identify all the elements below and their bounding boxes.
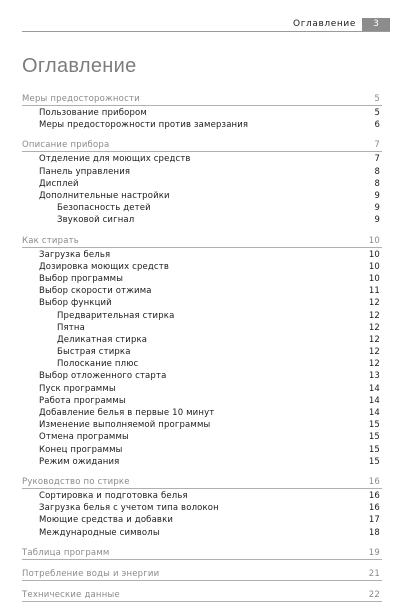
toc-entry-title: Деликатная стирка (57, 334, 148, 345)
toc-entry-page: 8 (374, 166, 380, 177)
toc-entry-page: 17 (368, 515, 380, 526)
toc-entry-title: Работа программы (39, 395, 126, 406)
toc-entry-title: Международные символы (39, 527, 160, 538)
toc-section-title: Таблица программ (22, 547, 110, 558)
toc-section-title: Описание прибора (22, 140, 110, 151)
toc-entry[interactable] (22, 514, 382, 526)
toc-entry-page: 5 (374, 108, 380, 119)
toc-entry-page: 12 (368, 322, 380, 333)
toc-section-heading[interactable] (22, 545, 382, 560)
toc-entry[interactable] (22, 334, 382, 346)
toc-entry-page: 15 (368, 456, 380, 467)
toc-entry[interactable] (22, 395, 382, 407)
toc-entry-title: Выбор программы (39, 273, 124, 284)
toc-entry[interactable] (22, 309, 382, 321)
toc-entry-page: 12 (368, 310, 380, 321)
toc-section-page: 5 (374, 94, 380, 104)
document-title: Оглавление (22, 55, 137, 77)
toc-entry-title: Пятна (57, 322, 85, 333)
toc-entry[interactable] (22, 190, 382, 202)
toc-entry-title: Выбор функций (39, 298, 112, 309)
toc-entry[interactable] (22, 285, 382, 297)
toc-entry[interactable] (22, 261, 382, 273)
toc-entry-page: 13 (368, 371, 380, 382)
toc-section-items (22, 106, 382, 131)
toc-section-heading[interactable] (22, 91, 382, 106)
toc-entry[interactable] (22, 490, 382, 502)
toc-entry[interactable] (22, 419, 382, 431)
toc-entry-title: Дозировка моющих средств (39, 261, 169, 272)
toc-entry-title: Безопасность детей (57, 203, 151, 214)
toc-entry[interactable] (22, 322, 382, 334)
toc-entry[interactable] (22, 178, 382, 190)
toc-entry-title: Загрузка белья (39, 249, 111, 260)
toc-entry-title: Добавление белья в первые 10 минут (39, 408, 215, 419)
toc-entry-page: 12 (368, 359, 380, 370)
toc-entry-title: Пуск программы (39, 383, 116, 394)
toc-entry-page: 16 (368, 490, 380, 501)
toc-section-items (22, 489, 382, 539)
header-divider (22, 31, 390, 32)
toc-entry-page: 6 (374, 120, 380, 131)
toc-entry-page: 18 (368, 527, 380, 538)
page-header (293, 17, 390, 31)
toc-entry[interactable] (22, 346, 382, 358)
toc-entry-title: Панель управления (39, 166, 131, 177)
toc-entry[interactable] (22, 526, 382, 538)
toc-entry[interactable] (22, 202, 382, 214)
toc-entry-title: Отделение для моющих средств (39, 154, 191, 165)
toc-section-title: Технические данные (22, 589, 120, 600)
toc-entry-page: 12 (368, 298, 380, 309)
toc-entry-title: Полоскание плюс (57, 359, 139, 370)
toc-entry-title: Сортировка и подготовка белья (39, 490, 188, 501)
toc-entry-title: Моющие средства и добавки (39, 515, 174, 526)
toc-entry[interactable] (22, 431, 382, 443)
toc-section-page: 19 (368, 547, 380, 558)
toc-section-page: 22 (368, 589, 380, 600)
toc-entry-page: 10 (368, 273, 380, 284)
toc-entry[interactable] (22, 107, 382, 119)
toc-entry-page: 15 (368, 444, 380, 455)
toc-entry[interactable] (22, 383, 382, 395)
toc-section-heading[interactable] (22, 137, 382, 152)
toc-entry[interactable] (22, 119, 382, 131)
toc-entry-title: Быстрая стирка (57, 347, 131, 358)
toc-entry-title: Меры предосторожности против замерзания (39, 120, 249, 131)
toc-entry-page: 14 (368, 395, 380, 406)
header-title: Оглавление (293, 19, 356, 29)
toc-entry-page: 9 (374, 215, 380, 226)
toc-section-title: Руководство по стирке (22, 476, 130, 487)
toc-entry-page: 14 (368, 383, 380, 394)
toc-entry[interactable] (22, 214, 382, 226)
toc-entry[interactable] (22, 456, 382, 468)
toc-entry[interactable] (22, 444, 382, 456)
toc-entry[interactable] (22, 166, 382, 178)
toc-entry-title: Конец программы (39, 444, 123, 455)
toc-entry[interactable] (22, 358, 382, 370)
toc-entry-page: 10 (368, 261, 380, 272)
toc-section-heading[interactable] (22, 233, 382, 248)
toc-section-page: 10 (368, 235, 380, 246)
toc-entry-page: 12 (368, 334, 380, 345)
toc-section-heading[interactable] (22, 474, 382, 489)
toc-section-title: Потребление воды и энергии (22, 568, 160, 579)
toc-entry-page: 9 (374, 203, 380, 214)
toc-entry-title: Выбор скорости отжима (39, 286, 152, 297)
toc-section-heading[interactable] (22, 587, 382, 602)
toc-entry[interactable] (22, 502, 382, 514)
toc-entry-title: Предварительная стирка (57, 310, 175, 321)
toc-entry-page: 8 (374, 178, 380, 189)
toc-entry-page: 10 (368, 249, 380, 260)
toc-section-title: Меры предосторожности (22, 94, 140, 104)
toc-entry-page: 15 (368, 420, 380, 431)
toc-entry-page: 15 (368, 432, 380, 443)
toc-entry-title: Пользование прибором (39, 108, 147, 119)
toc-entry[interactable] (22, 407, 382, 419)
toc-entry[interactable] (22, 297, 382, 309)
toc-section-items (22, 152, 382, 226)
toc-entry-page: 11 (368, 286, 380, 297)
toc-entry-title: Звуковой сигнал (57, 215, 135, 226)
toc-section-page: 7 (374, 140, 380, 151)
toc-section-page: 21 (368, 568, 380, 579)
toc-section-page: 16 (368, 476, 380, 487)
toc-entry[interactable] (22, 273, 382, 285)
toc-entry-page: 12 (368, 347, 380, 358)
toc-entry[interactable] (22, 153, 382, 165)
toc-entry-title: Режим ожидания (39, 456, 120, 467)
toc-entry-page: 9 (374, 191, 380, 202)
toc-entry-page: 14 (368, 408, 380, 419)
toc-section-title: Как стирать (22, 235, 79, 246)
table-of-contents (22, 91, 382, 602)
toc-entry[interactable] (22, 249, 382, 261)
toc-entry[interactable] (22, 370, 382, 382)
toc-entry-title: Изменение выполняемой программы (39, 420, 211, 431)
page-number-badge: 3 (362, 18, 390, 31)
toc-entry-page: 16 (368, 503, 380, 514)
toc-entry-title: Дополнительные настройки (39, 191, 170, 202)
toc-section-items (22, 248, 382, 468)
toc-entry-title: Отмена программы (39, 432, 129, 443)
toc-entry-title: Загрузка белья с учетом типа волокон (39, 503, 219, 514)
toc-entry-title: Выбор отложенного старта (39, 371, 167, 382)
toc-entry-title: Дисплей (39, 178, 79, 189)
toc-section-heading[interactable] (22, 566, 382, 581)
toc-entry-page: 7 (374, 154, 380, 165)
